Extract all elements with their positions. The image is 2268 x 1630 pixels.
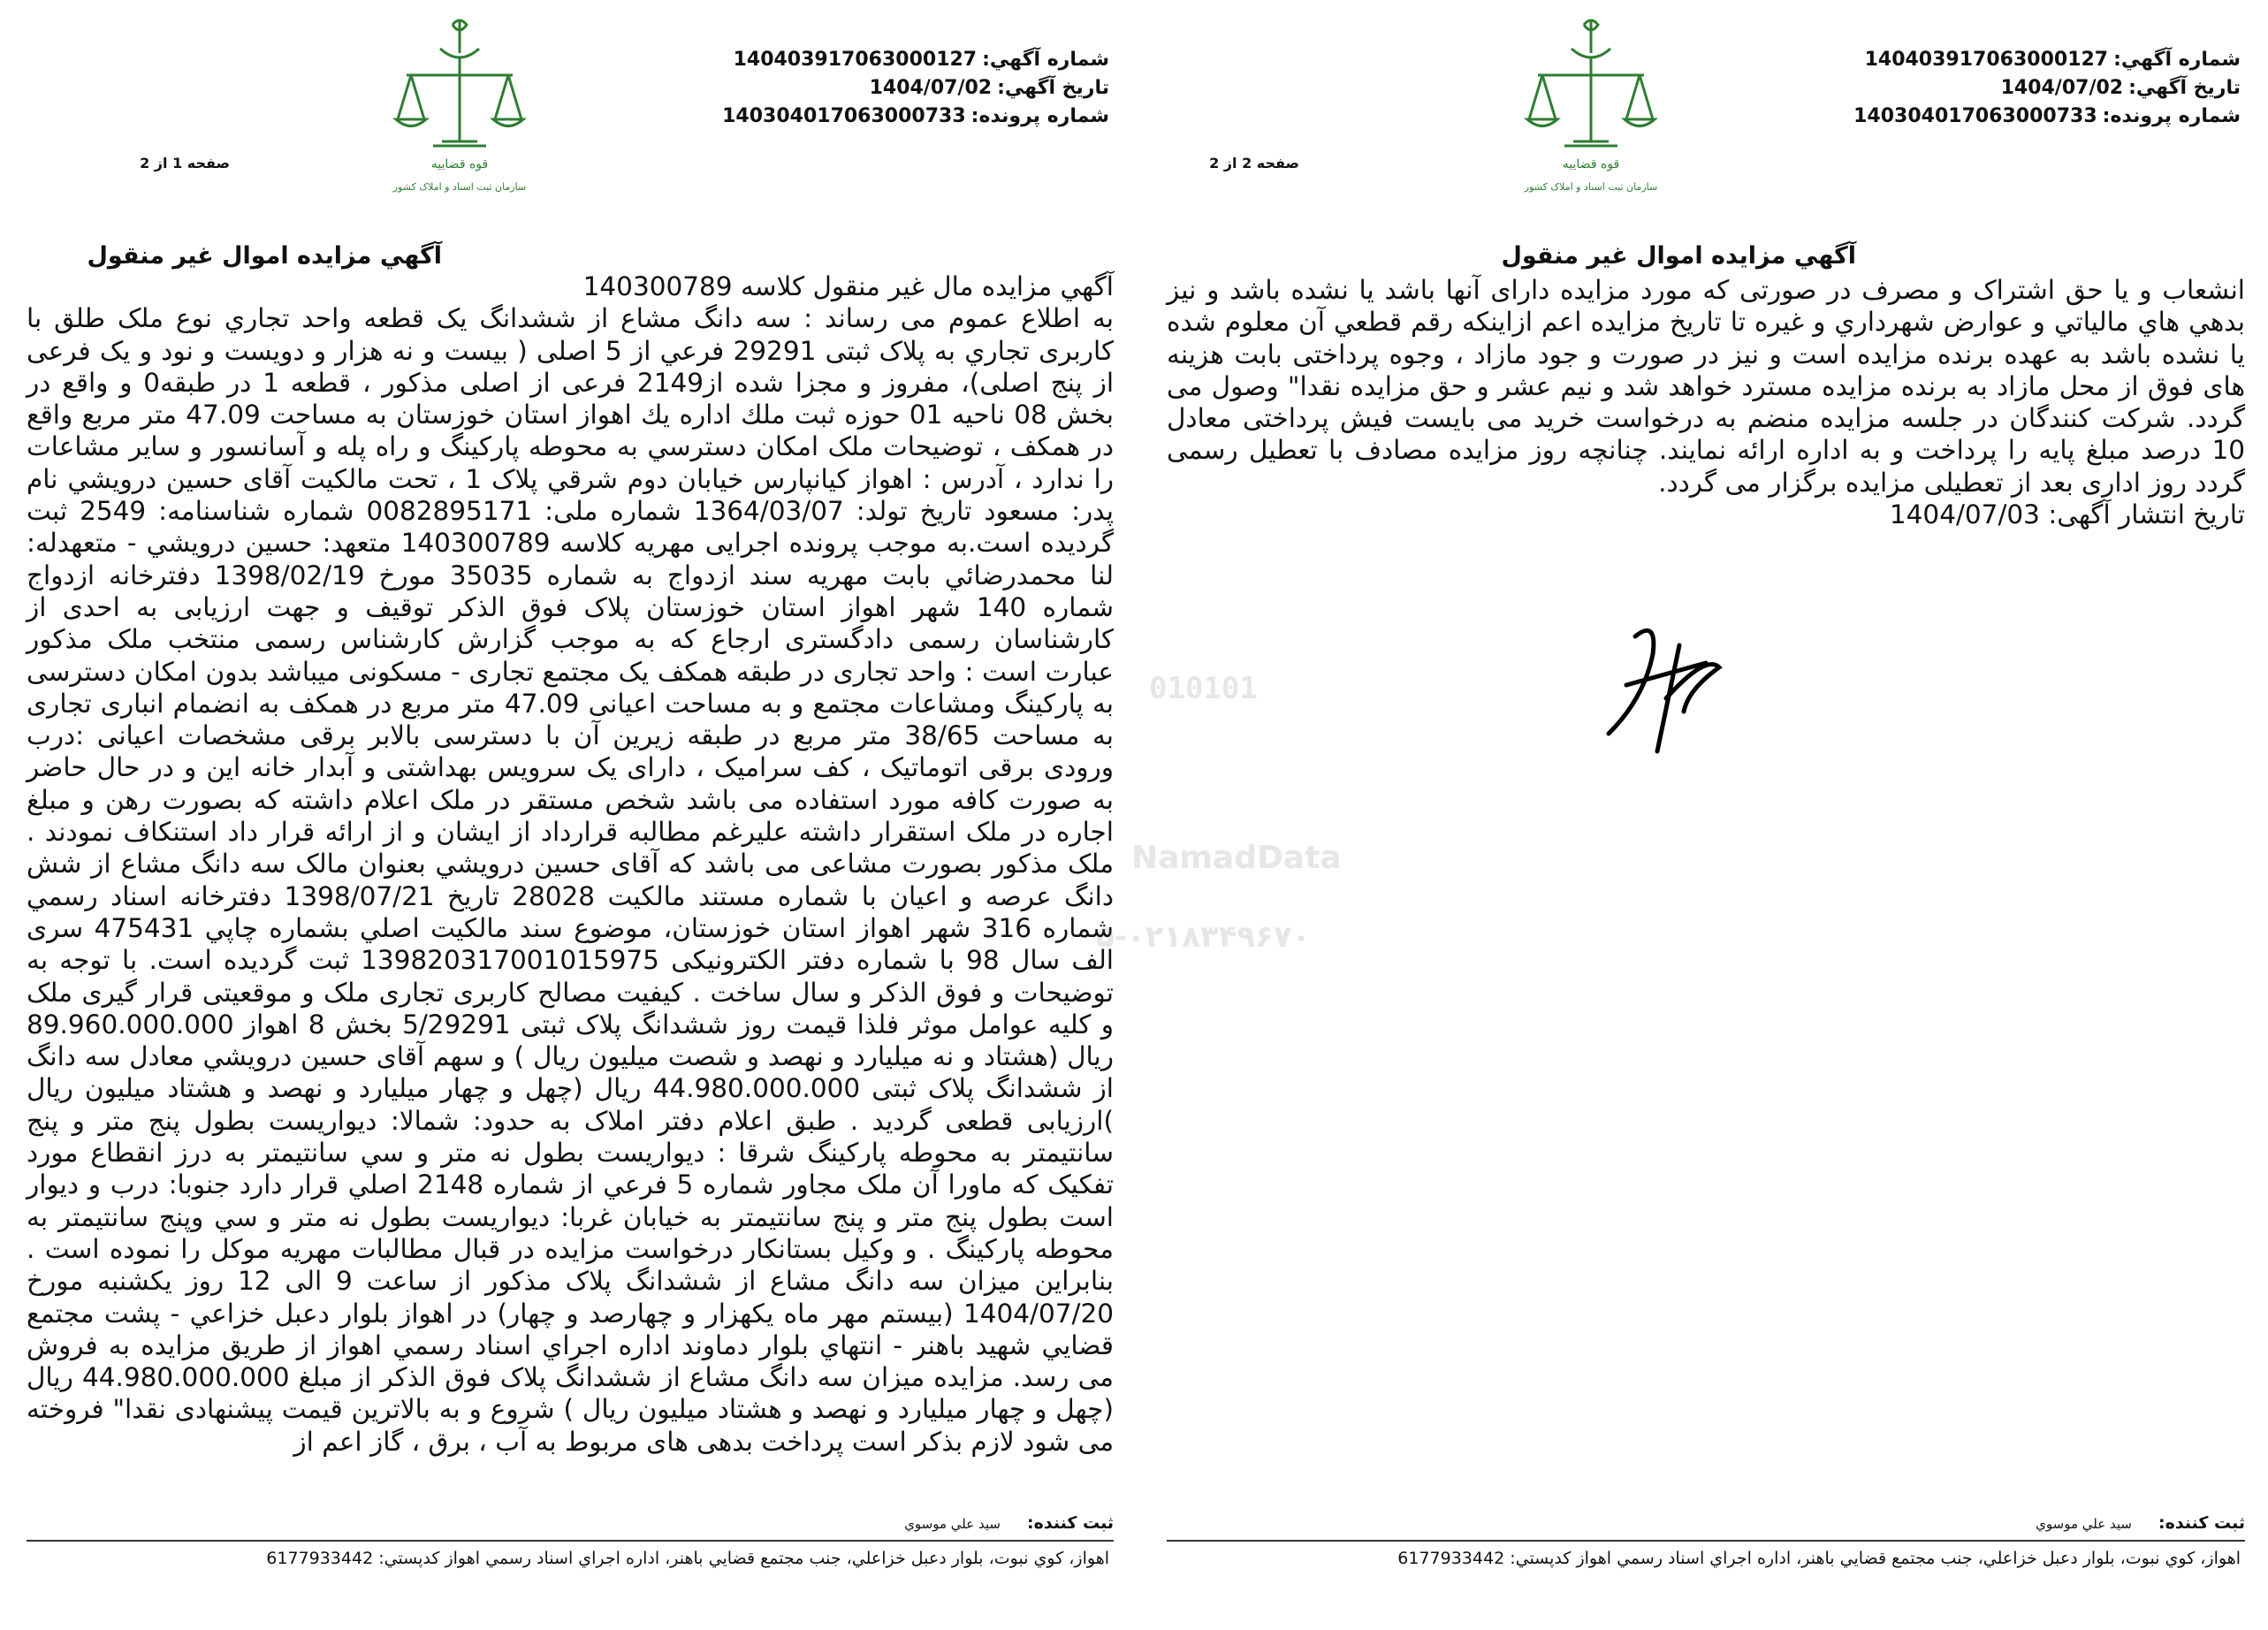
- signer-name: سيد علي موسوي: [2036, 1516, 2132, 1532]
- svg-text:سازمان ثبت اسناد و املاک کشور: سازمان ثبت اسناد و املاک کشور: [392, 181, 527, 193]
- notice-date: 1404/07/02: [869, 77, 993, 99]
- footer-address: اهواز، کوي نبوت، بلوار دعبل خزاعلي، جنب مجتمع قضايي باهنر، اداره اجراي اسناد رسمي اهواز کدپستي: 6177933442: [1397, 1549, 2241, 1568]
- signature-icon: [1573, 601, 1750, 778]
- signer-block: ثبت کننده: سيد علي موسوي: [2036, 1513, 2245, 1533]
- notice-body: [27, 270, 1114, 1458]
- judiciary-emblem-icon: [1503, 9, 1679, 203]
- file-number: 140304017063000733: [1853, 105, 2097, 127]
- publication-date: 1404/07/03: [1889, 499, 2040, 530]
- page-number: صفحه 2 از 2: [1209, 155, 1299, 171]
- footer-address: اهواز، کوي نبوت، بلوار دعبل خزاعلي، جنب مجتمع قضايي باهنر، اداره اجراي اسناد رسمي اهواز کدپستي: 6177933442: [266, 1549, 1109, 1568]
- notice-meta: شماره آگهي:140403917063000127 تاريخ آگهي:1404/07/02 شماره پرونده:140304017063000733: [722, 49, 1109, 127]
- notice-title: آگهي مزايده اموال غير منقول: [1501, 242, 1856, 270]
- continued-text: انشعاب و يا حق اشتراک و مصرف در صورتى که مورد مزايده داراى آنها باشد يا نشده باشد و نيز بدهي هاي مالياتي و عوارض شهرداري و غيره تا تاريخ مزايده اعم ازاينکه رقم قطعي آن معلوم شده يا نشده باشد به عهده برنده مزايده است و نيز در صورت و جود مازاد ، وجوه پرداختى بابت هزينه هاى فوق از محل مازاد به برنده مزايده مسترد خواهد شد و نيم عشر و حق مزايده نقدا" وصول مى گردد. شرکت کنندگان در جلسه مزايده منضم به درخواست خريد مى بايست فيش پرداختى معادل 10 درصد مبلغ پايه را پرداخت و به اداره ارائه نمايند. چنانچه روز مزايده مصادف با تعطيل رسمى گردد روز ادارى بعد از تعطيلى مزايده برگزار مى گردد.: [1167, 275, 2245, 498]
- signer-block: ثبت کننده: سيد علي موسوي: [904, 1513, 1114, 1533]
- svg-text:قوه قضاييه: قوه قضاييه: [1562, 157, 1620, 171]
- page-number: صفحه 1 از 2: [140, 155, 230, 171]
- watermark-phone: ۵-۰۲۱۸۳۴۹۶۷۰: [1096, 919, 1311, 955]
- case-header: آگهي مزايده مال غير منقول کلاسه 140300789: [582, 271, 1114, 301]
- signer-name: سيد علي موسوي: [904, 1516, 1001, 1532]
- notice-meta: شماره آگهي:140403917063000127 تاريخ آگهي:1404/07/02 شماره پرونده:140304017063000733: [1853, 49, 2241, 127]
- watermark-brand: NamadData: [1131, 840, 1342, 876]
- footer-divider: [27, 1540, 1114, 1542]
- page-one: [27, 0, 1114, 1630]
- watermark-bits: 010101: [1149, 671, 1258, 706]
- notice-title: آگهي مزايده اموال غير منقول: [87, 242, 442, 270]
- notice-number: 140403917063000127: [1864, 49, 2109, 71]
- watermark: [1061, 654, 1352, 990]
- publication-date-line: تاريخ انتشار آگهى: 1404/07/03: [1889, 499, 2245, 530]
- file-number: 140304017063000733: [722, 105, 966, 127]
- notice-date: 1404/07/02: [2000, 77, 2124, 99]
- notice-body-continued: [1167, 274, 2245, 530]
- main-text: به اطلاع عموم مى رساند : سه دانگ مشاع از ششدانگ يک قطعه واحد تجاري نوع ملک طلق با کاربری تجاري به پلاک ثبتى 29291 فرعي از 5 اصلى ( بيست و نه هزار و دويست و نود و يک فرعى از پنج اصلى)، مفروز و مجزا شده از2149 فرعى از اصلى مذکور ، قطعه 1 در طبقه0 و واقع در بخش 08 ناحيه 01 حوزه ثبت ملك اداره يك اهواز استان خوزستان به مساحت 47.09 متر مربع واقع در همكف ، توضيحات ملک امکان دسترسي به محوطه پارکينگ و راه پله و آسانسور و ساير مشاعات را ندارد ، آدرس : اهواز كيانپارس خيابان دوم شرقي پلاک 1 ، تحت مالکيت آقاى حسين درويشي نام پدر: مسعود تاريخ تولد: 1364/03/07 شماره ملى: 0082895171 شماره شناسنامه: 2549 ثبت گرديده است.به موجب پرونده اجرايى مهريه كلاسه 140300789 متعهد: حسين درويشي - متعهدله: لنا محمدرضائي بابت مهريه سند ازدواج به شماره 35035 مورخ 1398/02/19 دفترخانه ازدواج شماره 140 شهر اهواز استان خوزستان پلاک فوق الذکر توقيف و جهت ارزيابى به احدى از کارشناسان رسمى دادگسترى ارجاع که به موجب گزارش کارشناس رسمى منتخب ملک مذکور عبارت است : واحد تجاری در طبقه همکف يک مجتمع تجاری - مسکونی ميباشد بدون امکان دسترسی به پارکينگ ومشاعات مجتمع و به مساحت اعيانی 47.09 متر مربع در همکف به انضمام انباری تجاری به مساحت 38/65 متر مربع در طبقه زيرين آن با دسترسی بالابر برقی مشخصات اعيانی :درب ورودی برقی اتوماتيک ، کف سراميک ، دارای يک سرويس بهداشتی و آبدار خانه اين و در حال حاضر به صورت کافه مورد استفاده می باشد شخص مستقر در ملک اعلام داشته که بصورت رهن و مبلغ اجاره در ملک استقرار داشته عليرغم مطالبه قرارداد از ايشان و از ارائه قرار داد استنکاف نمودند . ملک مذکور بصورت مشاعی می باشد که آقای حسين درويشي بعنوان مالک سه دانگ مشاع از شش دانگ عرصه و اعيان با شماره مستند مالکيت 28028 تاريخ 1398/07/21 دفترخانه اسناد رسمي شماره 316 شهر اهواز استان خوزستان، موضوع سند مالکيت اصلي بشماره چاپي 475431 سری الف سال 98 با شماره دفتر الکترونيکی 139820317001015975 ثبت گرديده است. با توجه به توضيحات و فوق الذکر و سال ساخت . کيفيت مصالح کاربری تجاری ملک و موقعيتی قرار گيری ملک و کليه عوامل موثر فلذا قيمت روز ششدانگ پلاک ثبتی 5/29291 بخش 8 اهواز 89.960.000.000 ريال (هشتاد و نه ميليارد و نهصد و شصت ميليون ريال ) و سهم آقای حسين درويشي معادل سه دانگ از ششدانگ پلاک ثبتی 44.980.000.000 ريال (چهل و چهار ميليارد و نهصد و هشتاد ميليون ريال )ارزيابی قطعی گرديد . طبق اعلام دفتر املاک به حدود: شمالا: ديواريست بطول پنج متر و پنج سانتيمتر به محوطه پارکينگ شرقا : ديواريست بطول نه متر و سي سانتيمتر به درز انقطاع مورد تفکيک که ماورا آن ملک مجاور شماره 5 فرعي از شماره 2148 اصلي قرار دارد جنوبا: درب و ديوار است بطول پنج متر و پنج سانتيمتر به خيابان غربا: ديواريست بطول نه متر و سي وپنج سانتيمتر به محوطه پارکينگ . و وکيل بستانکار درخواست مزايده در قبال مطالبات مهريه موکل را نموده است . بنابراين ميزان سه دانگ مشاع از ششدانگ پلاک مذکور از ساعت 9 الى 12 روز يکشنبه مورخ 1404/07/20 (بيستم مهر ماه يکهزار و چهارصد و چهار) در اهواز بلوار دعبل خزاعي - پشت مجتمع قضايي شهيد باهنر - انتهاي بلوار دماوند اداره اجراي اسناد رسمي اهواز از طريق مزايده به فروش مى رسد. مزايده ميزان سه دانگ مشاع از ششدانگ پلاک فوق الذکر از مبلغ 44.980.000.000 ريال (چهل و چهار ميليارد و نهصد و هشتاد ميليون ريال ) شروع و به بالاترين قيمت پيشنهادى نقدا" فروخته مى شود لازم بذکر است پرداخت بدهى هاى مربوط به آب ، برق ، گاز اعم از: [27, 303, 1115, 1457]
- judiciary-emblem-icon: [371, 9, 548, 203]
- svg-text:قوه قضاييه: قوه قضاييه: [430, 157, 489, 171]
- notice-number: 140403917063000127: [733, 49, 978, 71]
- svg-text:سازمان ثبت اسناد و املاک کشور: سازمان ثبت اسناد و املاک کشور: [1524, 181, 1658, 193]
- footer-divider: [1167, 1540, 2245, 1542]
